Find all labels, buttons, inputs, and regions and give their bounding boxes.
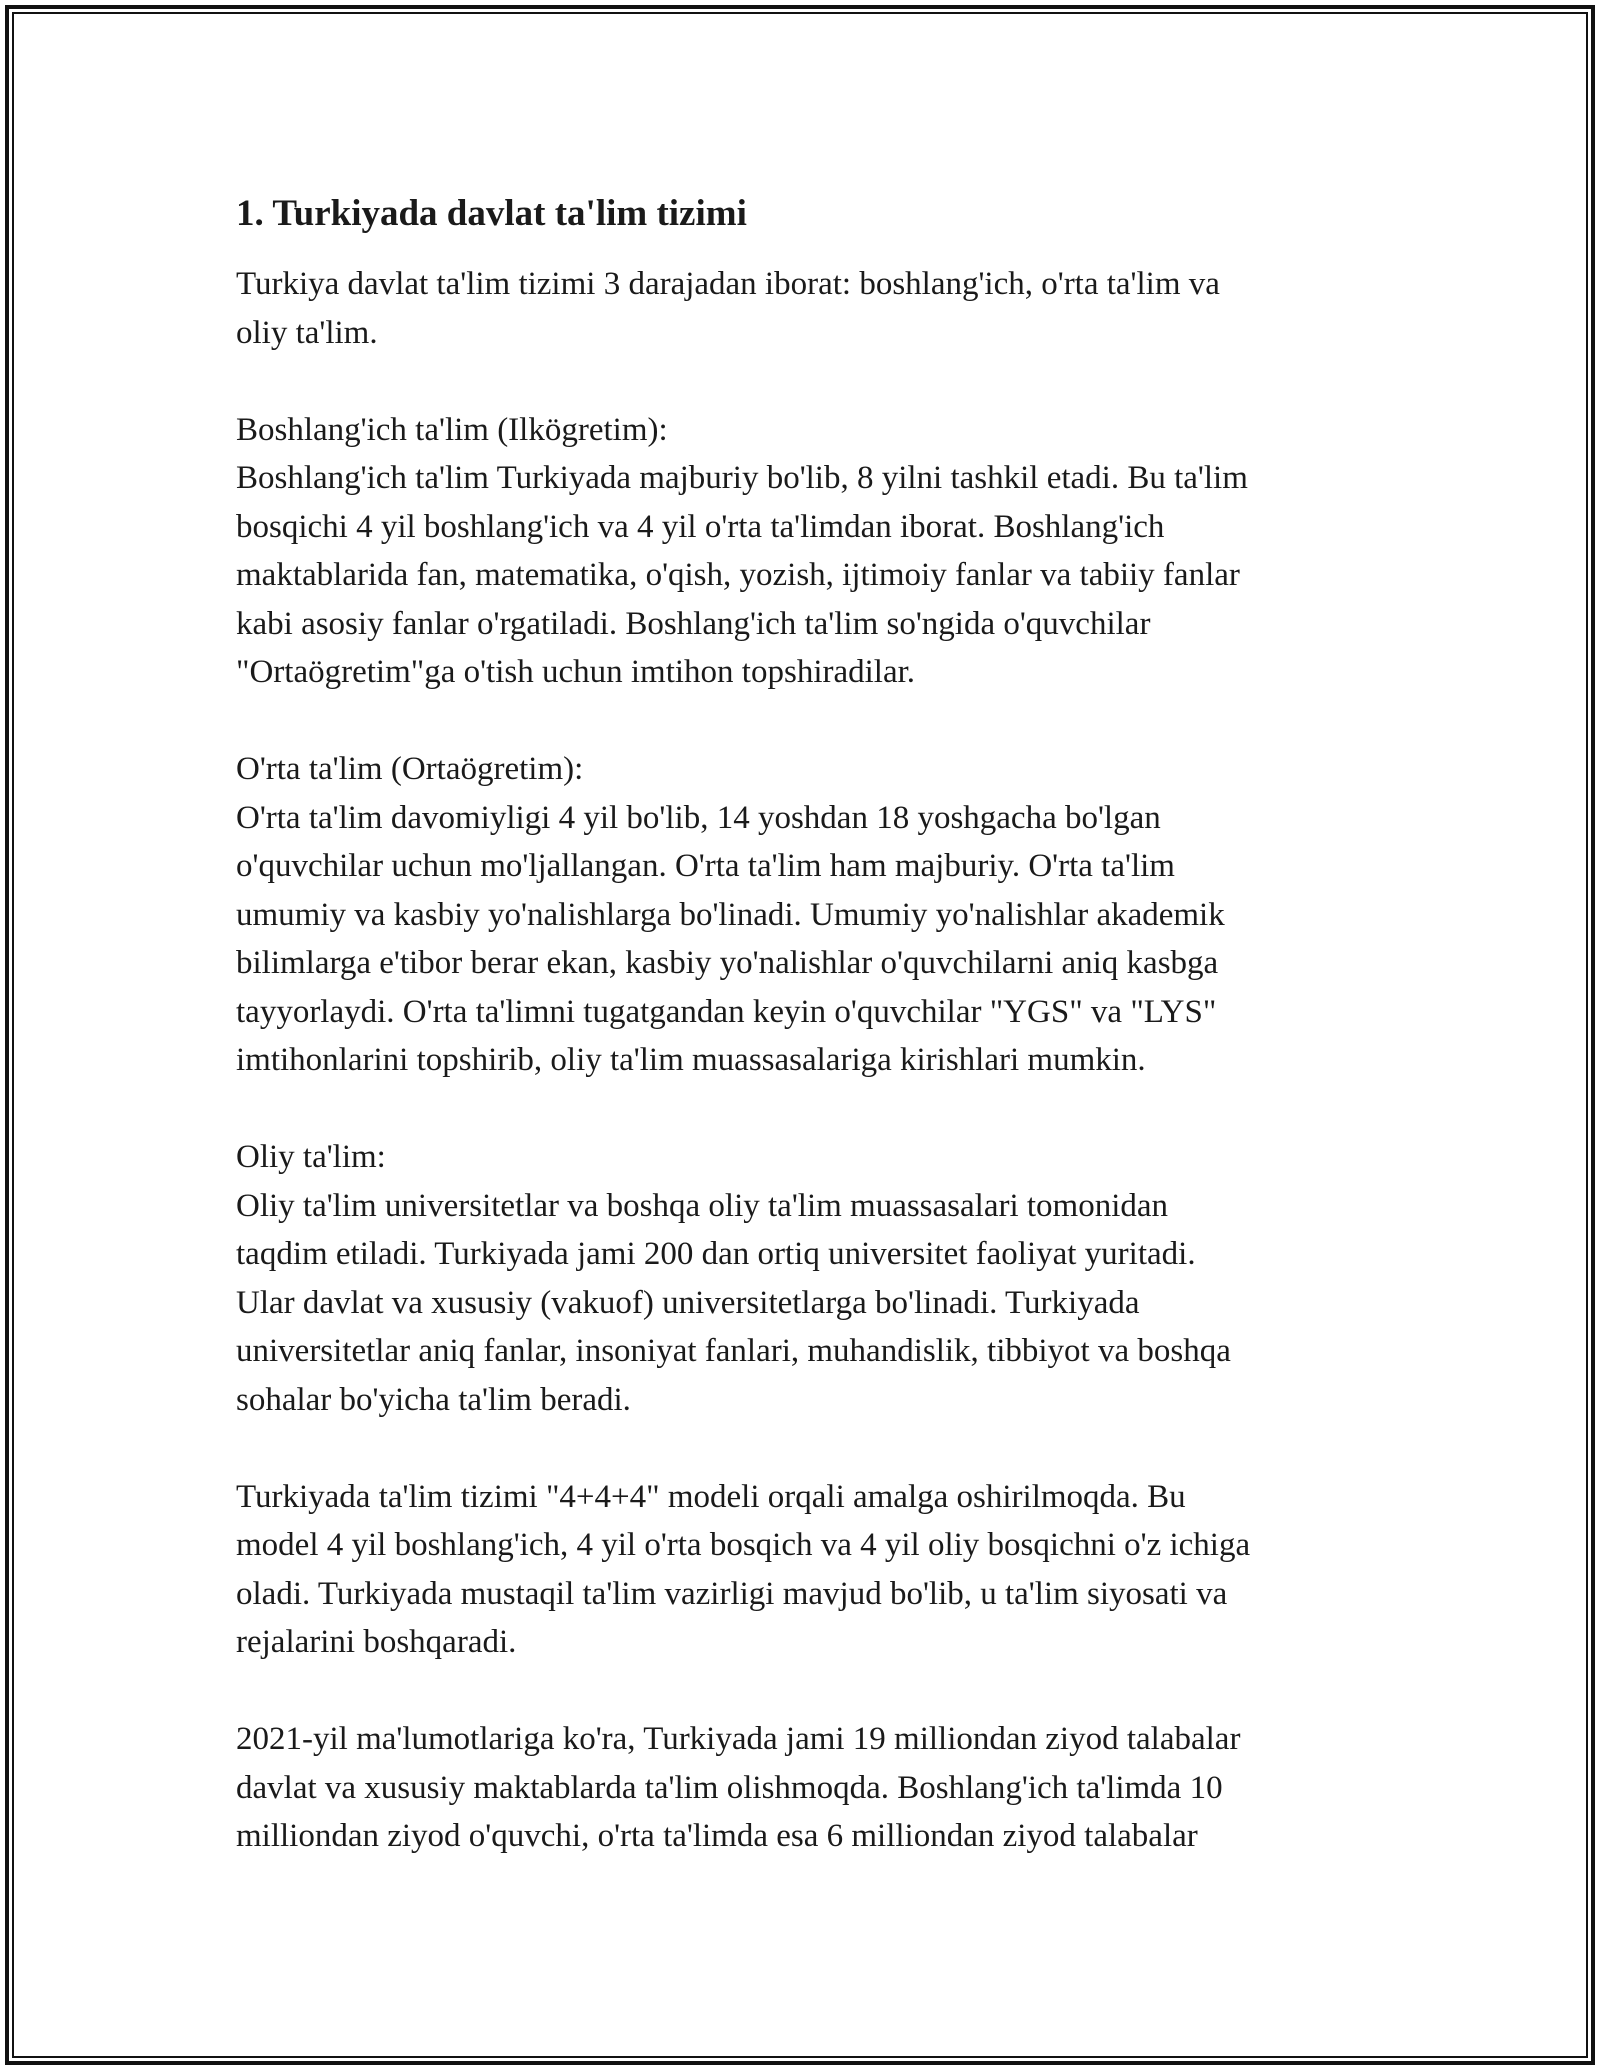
subheading-line: O'rta ta'lim (Ortaögretim):	[236, 751, 584, 787]
document-body	[236, 186, 1366, 1861]
text-line: o'quvchilar uchun mo'ljallangan. O'rta ta'lim ham majburiy. O'rta ta'lim	[236, 848, 1175, 884]
text-line: Turkiyada ta'lim tizimi "4+4+4" modeli orqali amalga oshirilmoqda. Bu	[236, 1478, 1186, 1515]
paragraph-statistics	[236, 1715, 1366, 1861]
paragraph-secondary-education	[236, 745, 1366, 1085]
text-line: Boshlang'ich ta'lim Turkiyada majburiy bo'lib, 8 yilni tashkil etadi. Bu ta'lim	[236, 460, 1248, 496]
text-line: oliy ta'lim.	[236, 314, 378, 351]
text-line: O'rta ta'lim davomiyligi 4 yil bo'lib, 14 yoshdan 18 yoshgacha bo'lgan	[236, 799, 1161, 836]
text-line: taqdim etiladi. Turkiyada jami 200 dan ortiq universitet faoliyat yuritadi.	[236, 1236, 1196, 1272]
text-line: bosqichi 4 yil boshlang'ich va 4 yil o'rta ta'limdan iborat. Boshlang'ich	[236, 508, 1165, 545]
text-line: imtihonlarini topshirib, oliy ta'lim muassasalariga kirishlari mumkin.	[236, 1042, 1146, 1078]
text-line: model 4 yil boshlang'ich, 4 yil o'rta bosqich va 4 yil oliy bosqichni o'z ichiga	[236, 1527, 1251, 1563]
section-heading: 1. Turkiyada davlat ta'lim tizimi	[236, 193, 747, 234]
text-line: davlat va xususiy maktablarda ta'lim olishmoqda. Boshlang'ich ta'limda 10	[236, 1769, 1223, 1806]
text-line: sohalar bo'yicha ta'lim beradi.	[236, 1381, 631, 1418]
text-line: Turkiya davlat ta'lim tizimi 3 darajadan iborat: boshlang'ich, o'rta ta'lim va	[236, 266, 1220, 302]
subheading-line: Oliy ta'lim:	[236, 1139, 386, 1175]
text-line: maktablarida fan, matematika, o'qish, yozish, ijtimoiy fanlar va tabiiy fanlar	[236, 557, 1240, 593]
text-line: universitetlar aniq fanlar, insoniyat fanlari, muhandislik, tibbiyot va boshqa	[236, 1333, 1231, 1369]
paragraph-higher-education	[236, 1133, 1366, 1424]
text-line: oladi. Turkiyada mustaqil ta'lim vazirligi mavjud bo'lib, u ta'lim siyosati va	[236, 1575, 1228, 1612]
text-line: Ular davlat va xususiy (vakuof) universitetlarga bo'linadi. Turkiyada	[236, 1284, 1140, 1321]
text-line: tayyorlaydi. O'rta ta'limni tugatgandan keyin o'quvchilar "YGS" va "LYS"	[236, 993, 1217, 1030]
paragraph-intro	[236, 260, 1366, 357]
paragraph-primary-education	[236, 406, 1366, 697]
text-line: bilimlarga e'tibor berar ekan, kasbiy yo'nalishlar o'quvchilarni aniq kasbga	[236, 945, 1219, 981]
text-line: "Ortaögretim"ga o'tish uchun imtihon topshiradilar.	[236, 654, 916, 690]
paragraph-model	[236, 1473, 1366, 1667]
text-line: umumiy va kasbiy yo'nalishlarga bo'linadi. Umumiy yo'nalishlar akademik	[236, 896, 1225, 933]
subheading-line: Boshlang'ich ta'lim (Ilkögretim):	[236, 411, 668, 448]
text-line: 2021-yil ma'lumotlariga ko'ra, Turkiyada jami 19 milliondan ziyod talabalar	[236, 1721, 1241, 1757]
text-line: milliondan ziyod o'quvchi, o'rta ta'limda esa 6 milliondan ziyod talabalar	[236, 1818, 1198, 1854]
text-line: rejalarini boshqaradi.	[236, 1624, 517, 1660]
text-line: kabi asosiy fanlar o'rgatiladi. Boshlang'ich ta'lim so'ngida o'quvchilar	[236, 605, 1151, 642]
text-line: Oliy ta'lim universitetlar va boshqa oliy ta'lim muassasalari tomonidan	[236, 1187, 1169, 1224]
